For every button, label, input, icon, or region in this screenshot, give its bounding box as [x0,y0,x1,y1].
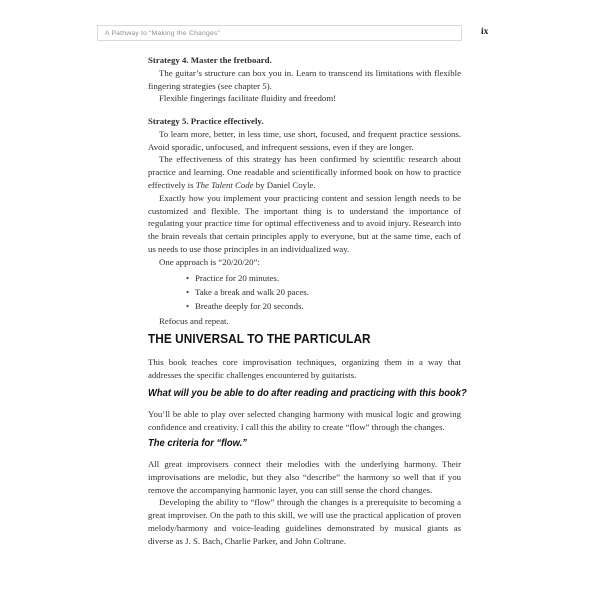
strategy-4-heading: Strategy 4. Master the fretboard. [148,55,272,65]
strategy-5-closing-line: Refocus and repeat. [159,315,229,326]
section-reading-outcome [148,387,467,434]
page-number: ix [481,27,489,37]
strategy-5-paragraph-2-text: The effectiveness of this strategy has been confirmed by scientific research about practice and learning. One readable and scientifically informed book on how to practice effectively is [148,154,461,190]
section-universal-to-particular [148,331,461,382]
universal-paragraph: This book teaches core improvisation techniques, organizing them in a way that addresses the specific challenges encountered by guitarists. [148,357,461,380]
strategy-4-paragraph-2: Flexible fingerings facilitate fluidity and freedom! [159,93,337,104]
strategy-5-paragraph-2 [148,153,461,191]
section-strategy-5 [148,115,461,328]
section-heading-universal: THE UNIVERSAL TO THE PARTICULAR [148,331,371,346]
sub-heading-flow-criteria: The criteria for “flow.” [148,438,247,449]
strategy-5-paragraph-1: To learn more, better, in less time, use short, focused, and frequent practice sessions. Avoid sporadic, unfocused, and infrequent sessions, even if they are longer. [148,128,461,152]
criteria-paragraph-1: All great improvisers connect their melodies with the underlying harmony. Their improvisations are melodic, but they also “describe” the harmony so well that if you remove the accompanying harmonic layer, you can still sense the chord changes. [148,459,461,495]
list-item: • Take a break and walk 20 paces. [186,286,461,299]
strategy-5-heading: Strategy 5. Practice effectively. [148,116,264,126]
sub-heading-outcome: What will you be able to do after reading and practicing with this book? [148,388,467,399]
practice-steps-list [172,272,461,313]
strategy-4-paragraph-1: The guitar’s structure can box you in. Learn to transcend its limitations with flexible fingering strategies (see chapter 5). [148,67,461,91]
strategy-5-paragraph-2-tail: by Daniel Coyle. [253,179,316,190]
criteria-paragraph-2: Developing the ability to “flow” through the changes is a prerequisite to becoming a great improviser. On the path to this skill, we will use the practical application of proven melody/harmony and voice-leading guidelines demonstrated by musical giants as diverse as J. S. Bach, Charlie Parker, and John Coltrane. [148,497,461,546]
section-flow-criteria [148,437,461,548]
section-strategy-4 [148,54,461,105]
running-header [97,25,462,41]
strategy-5-paragraph-3: Exactly how you implement your practicing content and session length needs to be customized and flexible. The important thing is to understand the importance of regulating your practice time for optimal effectiveness and to avoid injury. Research into the brain reveals that certain principles apply to everyone, but at the same time, each of us needs to use those principles in an individualized way. [148,192,461,254]
list-item: • Practice for 20 minutes. [186,272,461,285]
running-title: A Pathway to “Making the Changes” [105,29,221,37]
outcome-paragraph: You’ll be able to play over selected changing harmony with musical logic and growing confidence and creativity. I call this the ability to create “flow” through the changes. [148,409,461,432]
list-item: • Breathe deeply for 20 seconds. [186,300,461,313]
book-title: The Talent Code [195,179,254,190]
strategy-5-paragraph-4: One approach is “20/20/20”: [159,256,260,267]
